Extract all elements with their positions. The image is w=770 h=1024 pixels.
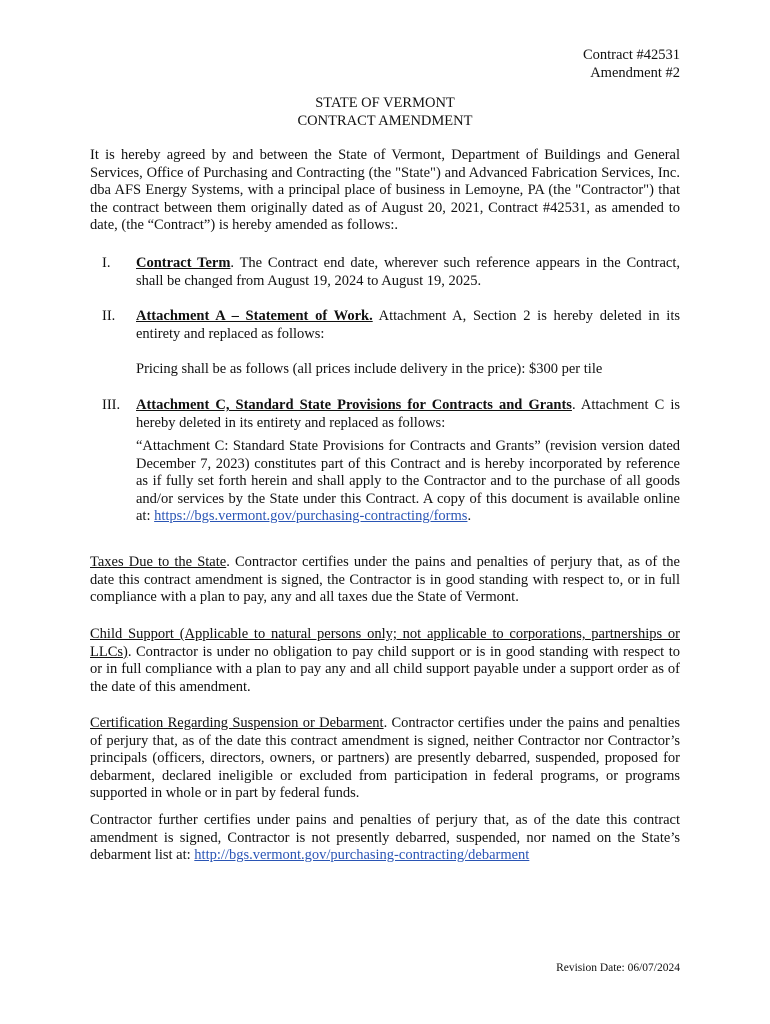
intro-paragraph: It is hereby agreed by and between the State of Vermont, Department of Buildings and General Services, Office of Purchasing and Contracting (the "State") and Advanced Fabrication Services, Inc. dba AFS Energy Systems, with a principal place of business in Lemoyne, PA (the "Contractor") that the contract between them originally dated as of August 20, 2021, Contract #42531, as amended to date, (the “Contract”) is hereby amended as follows:. [90, 147, 680, 233]
item-heading: Attachment C, Standard State Provisions for Contracts and Grants [136, 397, 572, 413]
child-support-heading: Child Support (Applicable to natural persons only; not applicable to corporations, partnerships or LLCs) [90, 626, 680, 660]
title-line-2: CONTRACT AMENDMENT [297, 113, 473, 129]
item-text: Attachment A, Section 2 is hereby deleted in its entirety and replaced as follows: [136, 308, 680, 342]
child-support-paragraph [90, 626, 680, 696]
item-text: . Attachment C is hereby deleted in its entirety and replaced as follows: [136, 397, 680, 431]
item-body [136, 308, 680, 343]
revision-date: Revision Date: 06/07/2024 [556, 962, 680, 974]
forms-link[interactable]: https://bgs.vermont.gov/purchasing-contracting/forms [154, 508, 468, 524]
taxes-text: . Contractor certifies under the pains and penalties of perjury that, as of the date this contract amendment is signed, the Contractor is in good standing with respect to, or in full compliance with a plan to pay, any and all taxes due the State of Vermont. [90, 554, 680, 605]
debarment-further-paragraph [90, 812, 680, 865]
item-heading: Attachment A – Statement of Work. [136, 308, 373, 324]
item-heading: Contract Term [136, 255, 231, 271]
child-support-text: . Contractor is under no obligation to pay child support or is in good standing with respect to or in full compliance with a plan to pay any and all child support payable under a support order as of the date of this amendment. [90, 643, 680, 695]
debarment-paragraph [90, 715, 680, 803]
link-suffix: . [467, 508, 472, 524]
item-body [136, 255, 680, 290]
contract-number: Contract #42531 [582, 47, 680, 63]
document-title [0, 94, 770, 130]
item-text: . The Contract end date, wherever such reference appears in the Contract, shall be changed from August 19, 2024 to August 19, 2025. [136, 255, 681, 289]
item-number: I. [102, 255, 111, 271]
debarment-further-text: Contractor further certifies under pains and penalties of perjury that, as of the date this contract amendment is signed, Contractor is not presently debarred, suspended, nor named on the State’s debarment list at: [90, 812, 680, 863]
debarment-heading: Certification Regarding Suspension or Debarment [90, 715, 384, 731]
attachment-c-text [136, 438, 680, 526]
title-line-1: STATE OF VERMONT [315, 95, 455, 111]
pricing-text: Pricing shall be as follows (all prices include delivery in the price): $300 per tile [136, 361, 603, 377]
item-number: III. [102, 397, 121, 413]
debarment-link[interactable]: http://bgs.vermont.gov/purchasing-contracting/debarment [194, 847, 530, 863]
taxes-heading: Taxes Due to the State [90, 554, 227, 570]
item-body [136, 397, 680, 432]
debarment-text: . Contractor certifies under the pains and penalties of perjury that, as of the date this contract amendment is signed, neither Contractor nor Contractor’s principals (officers, directors, owners, or partners) are presently debarred, suspended, proposed for debarment, declared ineligible or excluded from participation in federal programs, or programs supported in whole or in part by federal funds. [90, 715, 680, 801]
attachment-c-description: “Attachment C: Standard State Provisions for Contracts and Grants” (revision version dated December 7, 2023) constitutes part of this Contract and is hereby incorporated by reference as if fully set forth herein and shall apply to the Contractor and to the purchase of all goods and/or services by the State under this Contract. A copy of this document is available online at: [136, 438, 680, 524]
taxes-paragraph [90, 554, 680, 607]
item-number: II. [102, 308, 116, 324]
contract-header [583, 46, 680, 82]
amendment-number: Amendment #2 [590, 65, 680, 81]
